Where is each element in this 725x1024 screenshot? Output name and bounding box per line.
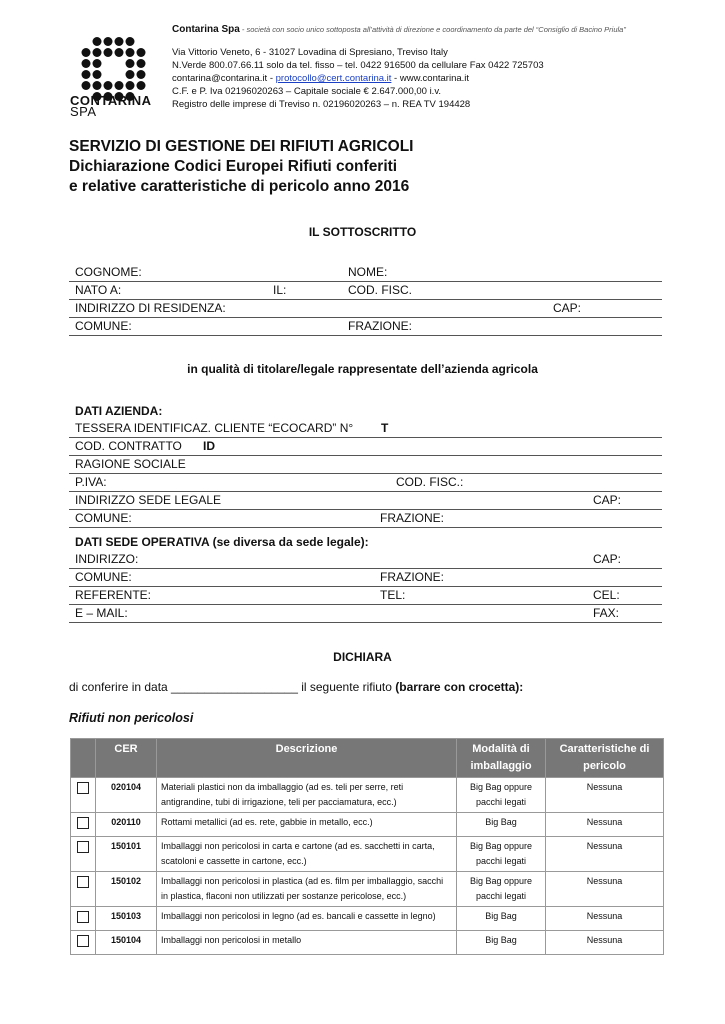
form-row-residence[interactable] <box>69 300 662 318</box>
contratto-label: COD. CONTRATTO <box>75 439 182 453</box>
table-row <box>71 778 664 813</box>
row-checkbox[interactable] <box>77 935 89 947</box>
table-row <box>71 872 664 907</box>
referente-label: REFERENTE: <box>75 588 152 602</box>
contratto-value: ID <box>203 439 215 453</box>
form-row-tessera[interactable] <box>69 420 662 438</box>
logo-wordmark: CONTARINA <box>70 93 152 108</box>
form-row-sede-legale[interactable] <box>69 492 662 510</box>
form-row-op-referente[interactable] <box>69 587 662 605</box>
company-cod-fisc-label: COD. FISC.: <box>396 475 464 489</box>
cer-code: 150102 <box>96 872 157 907</box>
packaging: Big Bag <box>457 813 546 837</box>
description: Rottami metallici (ad es. rete, gabbie in metallo, ecc.) <box>157 813 457 837</box>
company-phones: N.Verde 800.07.66.11 solo da tel. fisso – tel. 0422 916500 da cellulare Fax 0422 725703 <box>172 60 544 71</box>
declare-line-text: di conferire in data ___________________ il seguente rifiuto <box>69 680 396 694</box>
piva-label: P.IVA: <box>75 475 107 489</box>
packaging: Big Bag <box>457 931 546 955</box>
logo-spa: SPA <box>70 104 97 119</box>
comune-label: COMUNE: <box>75 319 132 333</box>
packaging: Big Bag oppure pacchi legati <box>457 778 546 813</box>
col-header-check <box>71 739 96 778</box>
operative-heading: DATI SEDE OPERATIVA (se diversa da sede legale): <box>75 535 369 549</box>
packaging: Big Bag oppure pacchi legati <box>457 837 546 872</box>
op-frazione-label: FRAZIONE: <box>380 570 445 584</box>
description: Imballaggi non pericolosi in metallo <box>157 931 457 955</box>
col-header-modalita: Modalità di imballaggio <box>457 739 546 778</box>
ragione-label: RAGIONE SOCIALE <box>75 457 186 471</box>
op-indirizzo-label: INDIRIZZO: <box>75 552 139 566</box>
indirizzo-label: INDIRIZZO DI RESIDENZA: <box>75 301 226 315</box>
company-cap-label: CAP: <box>593 493 622 507</box>
cap-label: CAP: <box>553 301 582 315</box>
op-cap-label: CAP: <box>593 552 622 566</box>
company-email: contarina@contarina.it - <box>172 73 276 84</box>
table-row <box>71 931 664 955</box>
hazard: Nessuna <box>546 931 664 955</box>
col-header-cer: CER <box>96 739 157 778</box>
cer-code: 020104 <box>96 778 157 813</box>
declare-line <box>69 680 523 694</box>
tessera-label: TESSERA IDENTIFICAZ. CLIENTE “ECOCARD” N° <box>75 421 354 435</box>
cod-fisc-label: COD. FISC. <box>348 283 413 297</box>
quality-statement: in qualità di titolare/legale rappresentate dell’azienda agricola <box>187 362 538 376</box>
hazard: Nessuna <box>546 837 664 872</box>
form-row-comune[interactable] <box>69 318 662 336</box>
row-checkbox[interactable] <box>77 841 89 853</box>
form-row-name[interactable] <box>69 264 662 282</box>
company-comune-label: COMUNE: <box>75 511 132 525</box>
hazard: Nessuna <box>546 907 664 931</box>
nato-label: NATO A: <box>75 283 122 297</box>
document-title: SERVIZIO DI GESTIONE DEI RIFIUTI AGRICOLI <box>69 138 414 155</box>
description: Materiali plastici non da imballaggio (ad es. teli per serre, reti antigrandine, tubi di irrigazione, teli per pacciamatura, ecc.) <box>157 778 457 813</box>
undersigned-heading: IL SOTTOSCRITTO <box>308 225 417 239</box>
declare-line-instruction: (barrare con crocetta): <box>395 680 524 694</box>
tessera-value: T <box>381 421 389 435</box>
cer-code: 150104 <box>96 931 157 955</box>
declare-heading: DICHIARA <box>333 650 392 664</box>
document-subtitle-2: e relative caratteristiche di pericolo anno 2016 <box>69 178 410 195</box>
waste-table <box>70 738 664 955</box>
company-note: - società con socio unico sottoposta all’attività di direzione e coordinamento da parte del “Consiglio di Bacino Priula” <box>239 25 626 34</box>
form-row-company-comune[interactable] <box>69 510 662 528</box>
operative-heading-row <box>69 534 662 551</box>
company-line <box>172 24 626 36</box>
company-name: Contarina Spa <box>172 24 240 35</box>
row-checkbox[interactable] <box>77 911 89 923</box>
row-checkbox[interactable] <box>77 817 89 829</box>
cer-code: 150101 <box>96 837 157 872</box>
description: Imballaggi non pericolosi in legno (ad es. bancali e cassette in legno) <box>157 907 457 931</box>
col-header-descrizione: Descrizione <box>157 739 457 778</box>
company-fiscal: C.F. e P. Iva 02196020263 – Capitale sociale € 2.647.000,00 i.v. <box>172 86 442 97</box>
company-data-heading-row <box>69 403 662 420</box>
company-address: Via Vittorio Veneto, 6 - 31027 Lovadina di Spresiano, Treviso Italy <box>172 47 448 58</box>
nome-label: NOME: <box>348 265 388 279</box>
form-row-op-indirizzo[interactable] <box>69 551 662 569</box>
company-web: - www.contarina.it <box>391 73 470 84</box>
row-checkbox[interactable] <box>77 782 89 794</box>
table-row <box>71 813 664 837</box>
cer-code: 020110 <box>96 813 157 837</box>
tel-label: TEL: <box>380 588 406 602</box>
email-label: E – MAIL: <box>75 606 128 620</box>
packaging: Big Bag <box>457 907 546 931</box>
table-row <box>71 907 664 931</box>
table-header-row <box>71 739 664 778</box>
cer-code: 150103 <box>96 907 157 931</box>
form-row-piva[interactable] <box>69 474 662 492</box>
form-row-contratto[interactable] <box>69 438 662 456</box>
row-checkbox[interactable] <box>77 876 89 888</box>
sede-legale-label: INDIRIZZO SEDE LEGALE <box>75 493 222 507</box>
hazard: Nessuna <box>546 813 664 837</box>
fax-label: FAX: <box>593 606 620 620</box>
company-data-heading: DATI AZIENDA: <box>75 404 163 418</box>
non-hazardous-heading: Rifiuti non pericolosi <box>69 711 194 725</box>
op-comune-label: COMUNE: <box>75 570 132 584</box>
il-label: IL: <box>273 283 287 297</box>
packaging: Big Bag oppure pacchi legati <box>457 872 546 907</box>
frazione-label: FRAZIONE: <box>348 319 413 333</box>
company-registry: Registro delle imprese di Treviso n. 02196020263 – n. REA TV 194428 <box>172 99 471 110</box>
form-row-op-email[interactable] <box>69 605 662 623</box>
col-header-caratteristiche: Caratteristiche di pericolo <box>546 739 664 778</box>
form-row-op-comune[interactable] <box>69 569 662 587</box>
description: Imballaggi non pericolosi in plastica (ad es. film per imballaggio, sacchi in plastica, flaconi non utilizzati per sostanze pericolose, ecc.) <box>157 872 457 907</box>
document-subtitle-1: Dichiarazione Codici Europei Rifiuti conferiti <box>69 158 398 175</box>
description: Imballaggi non pericolosi in carta e cartone (ad es. sacchetti in carta, scatoloni e cassette in cartone, ecc.) <box>157 837 457 872</box>
table-row <box>71 837 664 872</box>
company-frazione-label: FRAZIONE: <box>380 511 445 525</box>
cel-label: CEL: <box>593 588 620 602</box>
form-row-birth[interactable] <box>69 282 662 300</box>
form-row-ragione[interactable] <box>69 456 662 474</box>
cognome-label: COGNOME: <box>75 265 142 279</box>
company-contacts <box>172 73 469 85</box>
pec-link[interactable]: protocollo@cert.contarina.it <box>275 73 392 84</box>
hazard: Nessuna <box>546 872 664 907</box>
hazard: Nessuna <box>546 778 664 813</box>
